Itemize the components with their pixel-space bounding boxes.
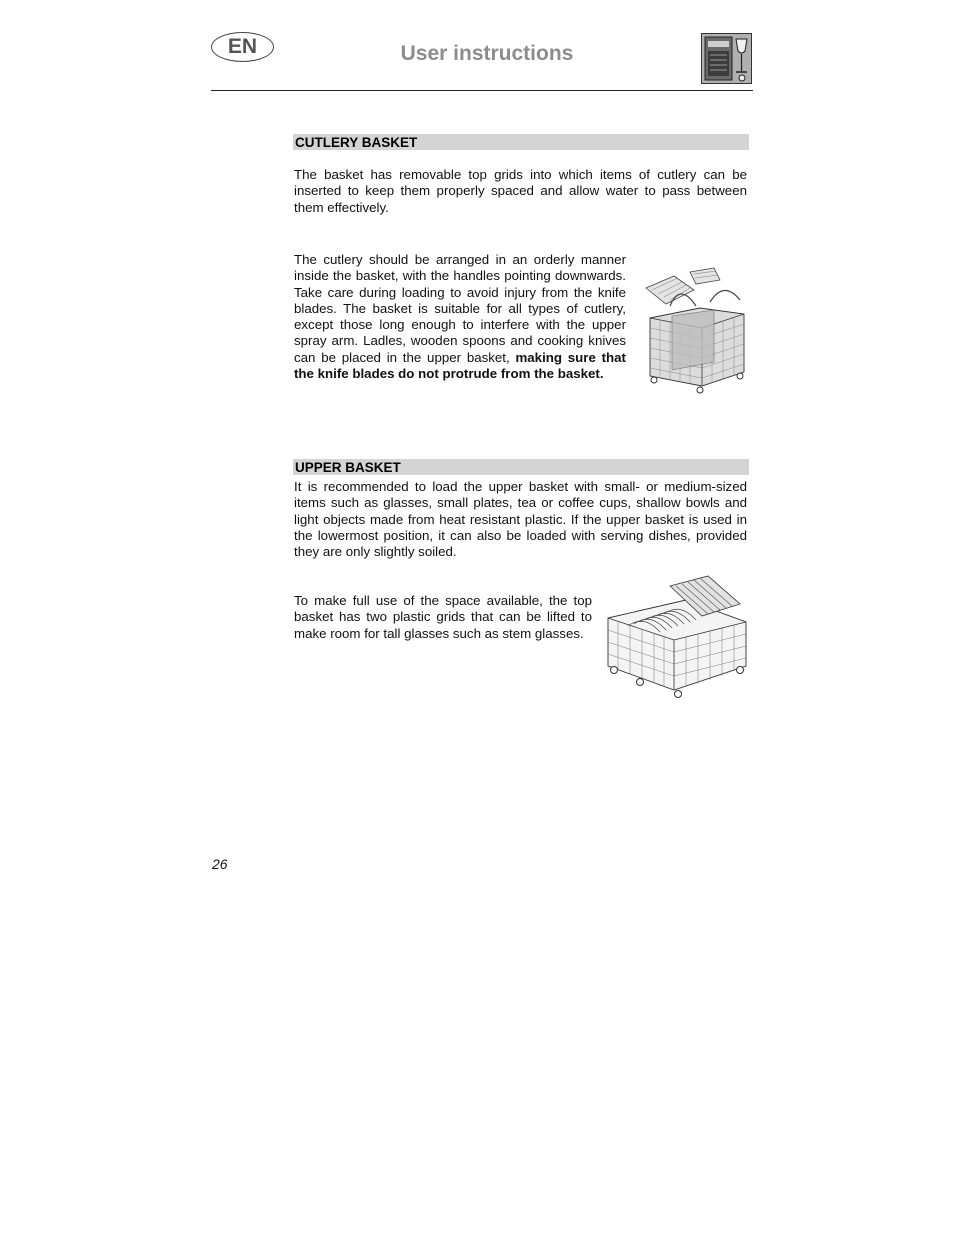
dishwasher-manual-icon	[701, 33, 752, 84]
page-number: 26	[212, 856, 228, 872]
cutlery-basket-illustration	[640, 266, 752, 396]
cutlery-loading-paragraph	[294, 252, 626, 382]
page-title: User instructions	[400, 42, 574, 65]
cutlery-basket-intro: The basket has removable top grids into which items of cutlery can be inserted to keep them properly spaced and allow water to pass between them effectively.	[294, 167, 747, 215]
section-heading-cutlery-basket: CUTLERY BASKET	[293, 134, 749, 150]
upper-basket-grids-paragraph: To make full use of the space available, the top basket has two plastic grids that can be lifted to make room for tall glasses such as stem glasses.	[294, 593, 592, 641]
cutlery-loading-warning: making sure that the knife blades do not protrude from the basket.	[294, 349, 626, 382]
upper-basket-illustration	[604, 574, 750, 702]
section-heading-upper-basket: UPPER BASKET	[293, 459, 749, 475]
header-divider	[211, 90, 753, 91]
cutlery-loading-text: The cutlery should be arranged in an orderly manner inside the basket, with the handles pointing downwards. Take care during loading to avoid injury from the knife blades. The basket is suitable for all types of cutlery, except those long enough to interfere with the upper spray arm. Ladles, wooden spoons and cooking knives can be placed in the upper basket,	[294, 252, 626, 365]
language-badge: EN	[211, 32, 274, 62]
upper-basket-intro: It is recommended to load the upper basket with small- or medium-sized items such as glasses, small plates, tea or coffee cups, shallow bowls and light objects made from heat resistant plastic. If the upper basket is used in the lowermost position, it can also be loaded with serving dishes, provided they are only slightly soiled.	[294, 479, 747, 560]
